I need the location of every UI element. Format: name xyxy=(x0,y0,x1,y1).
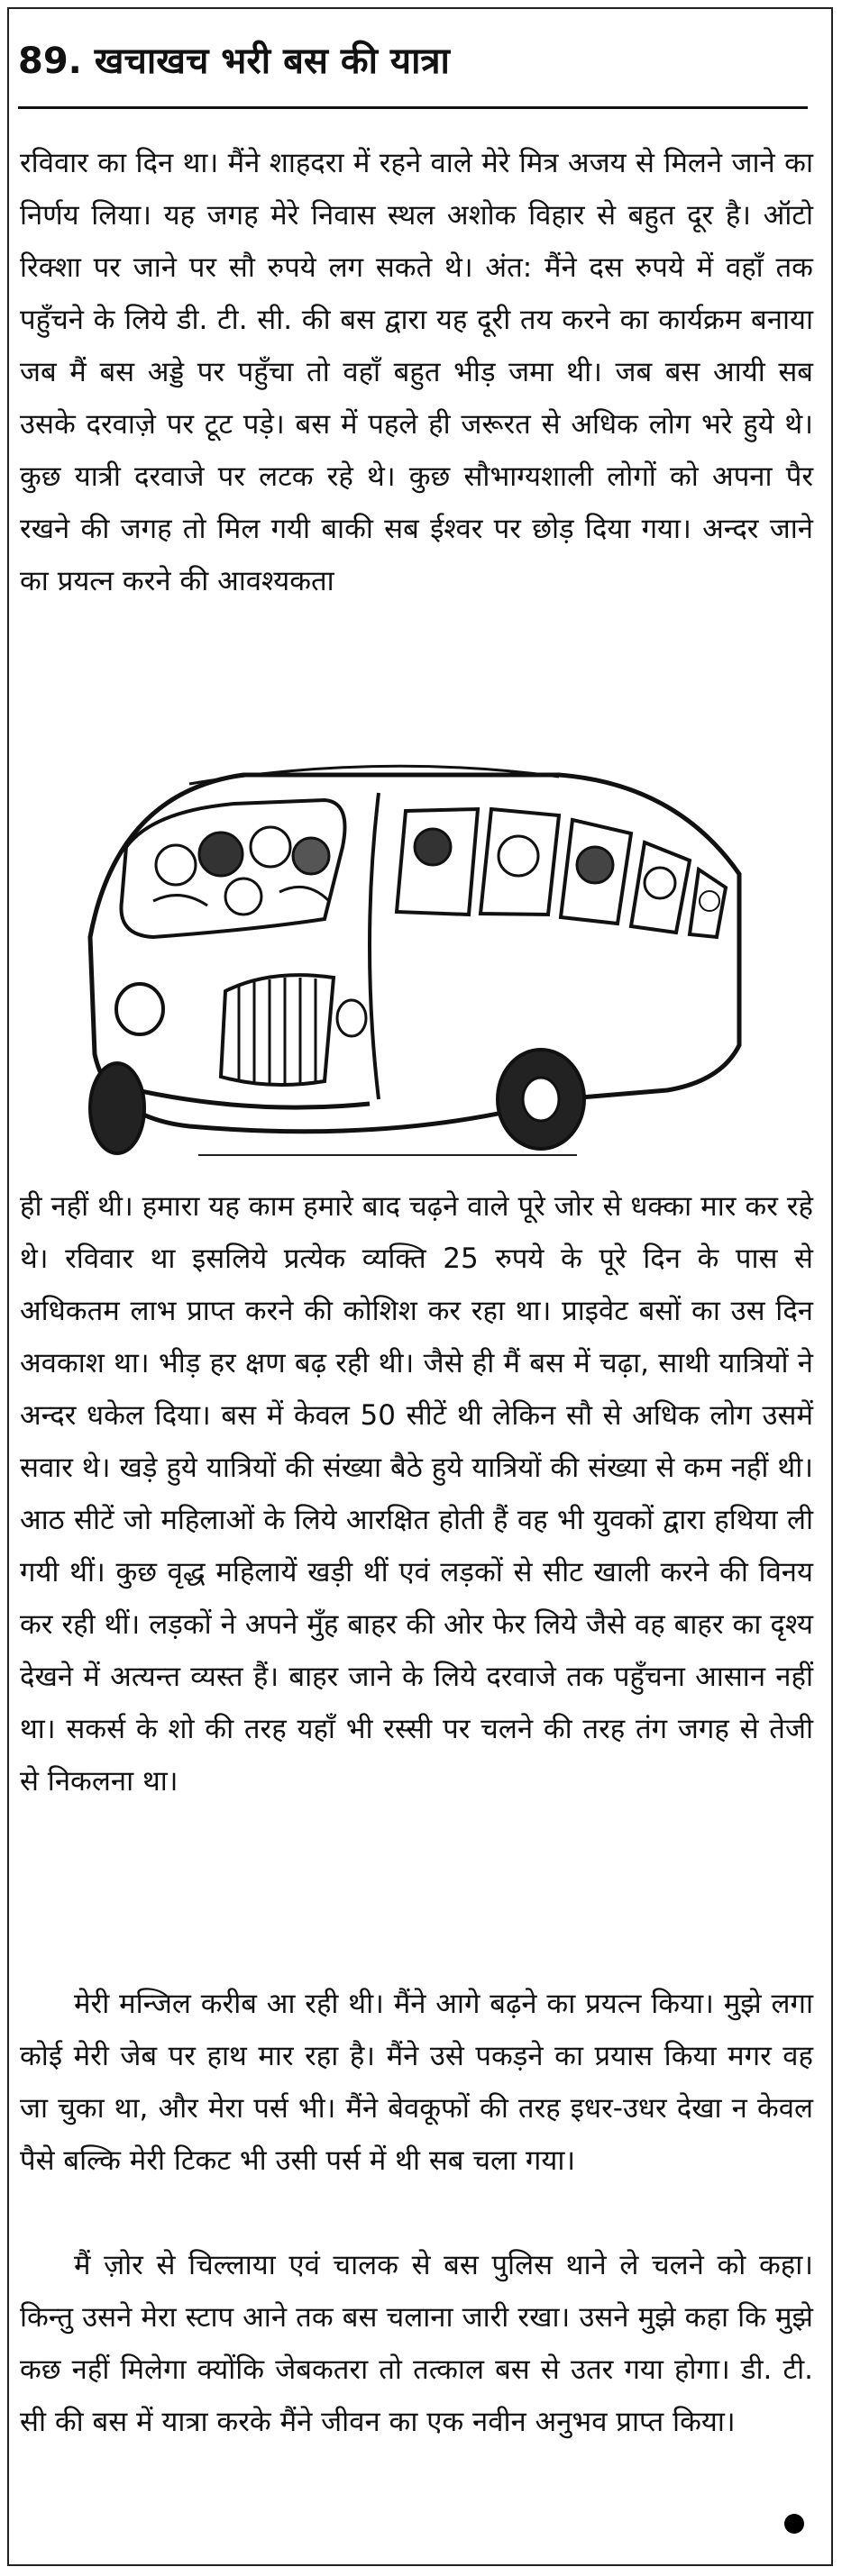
essay-title: 89. खचाखच भरी बस की यात्रा xyxy=(18,41,450,82)
crowded-bus-icon xyxy=(54,721,757,1180)
paragraph-4: मैं ज़ोर से चिल्लाया एवं चालक से बस पुलिस थाने ले चलने को कहा। किन्तु उसने मेरा स्टाप आने तक बस चलाना जारी रखा। उसने मुझे कहा कि मुझे कछ नहीं मिलेगा क्योंकि जेबकतरा तो तत्काल बस से उतर गया होगा। डी. टी. सी की बस में यात्रा करके मैंने जीवन का एक नवीन अनुभव प्राप्त किया। xyxy=(20,2249,813,2438)
title-underline xyxy=(18,106,808,109)
end-bullet-icon xyxy=(784,2514,804,2534)
paragraph-1: रविवार का दिन था। मैंने शाहदरा में रहने वाले मेरे मित्र अजय से मिलने जाने का निर्णय लिया। यह जगह मेरे निवास स्थल अशोक विहार से बहुत दूर है। ऑटो रिक्शा पर जाने पर सौ रुपये लग सकते थे। अंत: मैंने दस रुपये में वहाँ तक पहुँचने के लिये डी. टी. सी. की बस द्वारा यह दूरी तय करने का कार्यक्रम बनाया जब मैं बस अड्डे पर पहुँचा तो वहाँ बहुत भीड़ जमा थी। जब बस आयी सब उसके दरवाज़े पर टूट पड़े। बस में पहले ही जरूरत से अधिक लोग भरे हुये थे। कुछ यात्री दरवाजे पर लटक रहे थे। कुछ सौभाग्यशाली लोगों को अपना पैर रखने की जगह तो मिल गयी बाकी सब ईश्वर पर छोड़ दिया गया। अन्दर जाने का प्रयत्न करने की आवश्यकता xyxy=(20,147,813,597)
paragraph-3: मेरी मन्जिल करीब आ रही थी। मैंने आगे बढ़ने का प्रयत्न किया। मुझे लगा कोई मेरी जेब पर हाथ मार रहा है। मैंने उसे पकड़ने का प्रयास किया मगर वह जा चुका था, और मेरा पर्स भी। मैंने बेवकूफों की तरह इधर-उधर देखा न केवल पैसे बल्कि मेरी टिकट भी उसी पर्स में थी सब चला गया। xyxy=(20,1988,813,2177)
paragraph-2: ही नहीं थी। हमारा यह काम हमारे बाद चढ़ने वाले पूरे जोर से धक्का मार कर रहे थे। रविवार था इसलिये प्रत्येक व्यक्ति 25 रुपये के पूरे दिन के पास से अधिकतम लाभ प्राप्त करने की कोशिश कर रहा था। प्राइवेट बसों का उस दिन अवकाश था। भीड़ हर क्षण बढ़ रही थी। जैसे ही मैं बस में चढ़ा, साथी यात्रियों ने अन्दर धकेल दिया। बस में केवल 50 सीटें थी लेकिन सौ से अधिक लोग उसमें सवार थे। खड़े हुये यात्रियों की संख्या बैठे हुये यात्रियों की संख्या से कम नहीं थी। आठ सीटें जो महिलाओं के लिये आरक्षित होती हैं वह भी युवकों द्वारा हथिया ली गयी थीं। कुछ वृद्ध महिलायें खड़ी थीं एवं लड़कों से सीट खाली करने की विनय कर रही थीं। लड़कों ने अपने मुँह बाहर की ओर फेर लिये जैसे वह बाहर का दृश्य देखने में अत्यन्त व्यस्त हैं। बाहर जाने के लिये दरवाजे तक पहुँचना आसान नहीं था। सकर्स के शो की तरह यहाँ भी रस्सी पर चलने की तरह तंग जगह से तेजी से निकलना था। xyxy=(20,1190,813,1798)
